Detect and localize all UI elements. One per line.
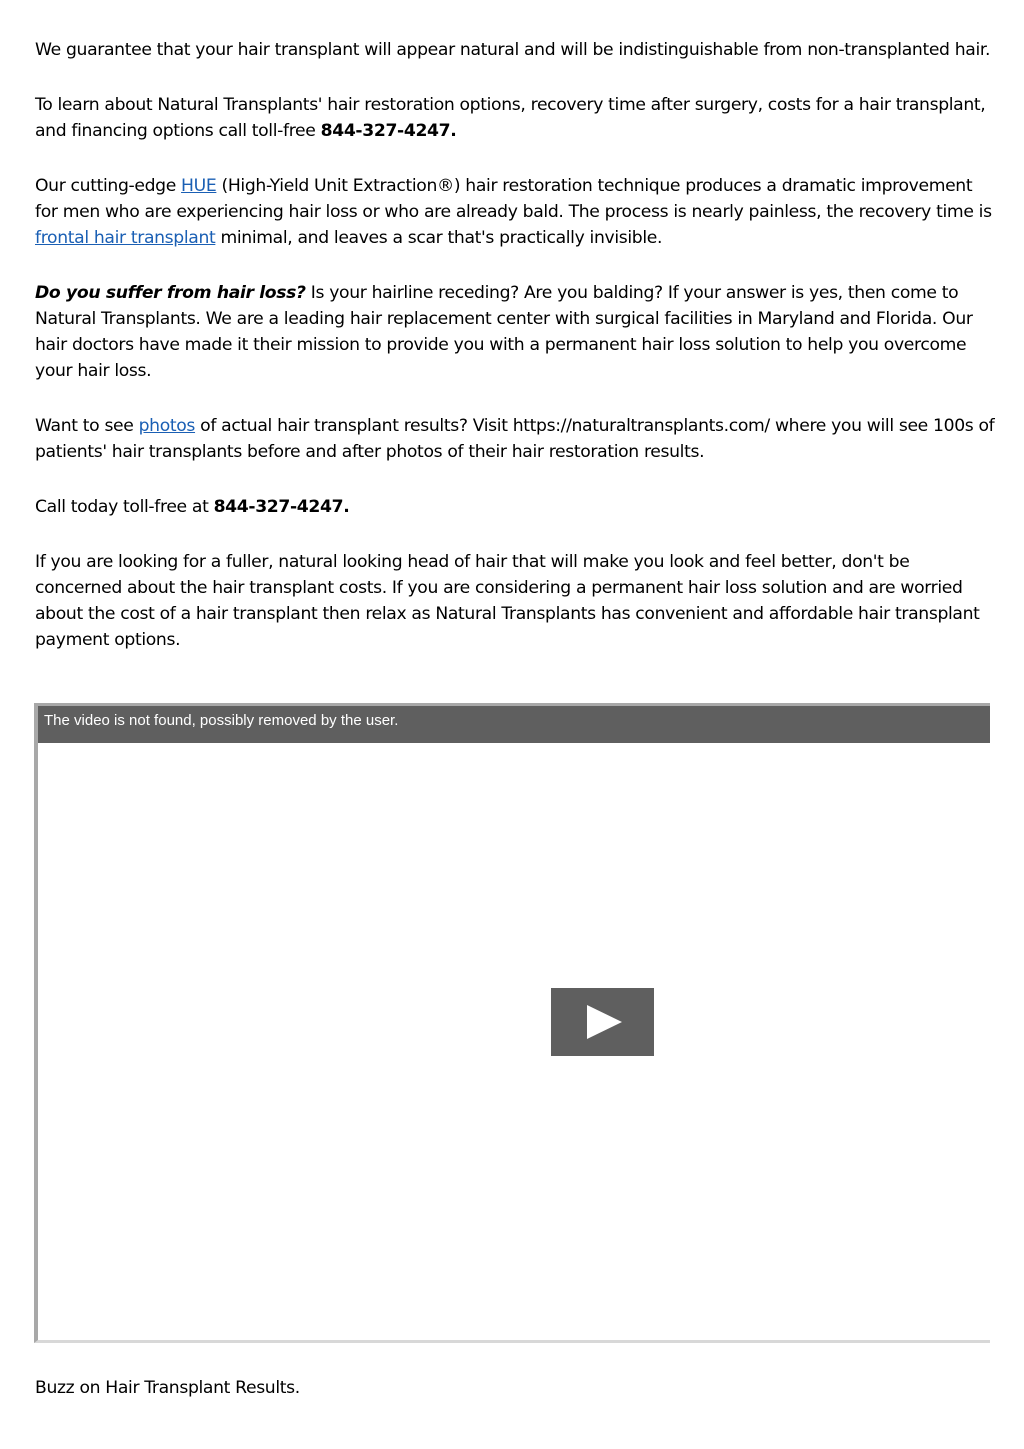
hair-loss-question: Do you suffer from hair loss? xyxy=(35,283,306,303)
paragraph-guarantee: We guarantee that your hair transplant will appear natural and will be indistinguishable from non-transplanted hair. xyxy=(35,40,991,60)
paragraph-photos-text: of actual hair transplant results? Visit https://naturaltransplants.com/ where you will see 100s of patients' hair transplants before and after photos of their hair restoration results. xyxy=(35,416,995,462)
paragraph-photos xyxy=(35,413,995,465)
video-error-message: The video is not found, possibly removed by the user. xyxy=(44,712,399,729)
paragraph-costs: If you are looking for a fuller, natural looking head of hair that will make you look and feel better, don't be concerned about the hair transplant costs. If you are considering a permanent hair loss solution and are worried about the cost of a hair transplant then relax as Natural Transplants has convenient and affordable hair transplant payment options. xyxy=(35,552,980,650)
paragraph-technique-end: minimal, and leaves a scar that's practically invisible. xyxy=(215,228,663,248)
frontal-hair-transplant-link[interactable]: frontal hair transplant xyxy=(35,228,216,248)
article-body xyxy=(35,37,995,653)
footer-text: Buzz on Hair Transplant Results. xyxy=(35,1378,300,1398)
paragraph-photos-intro: Want to see xyxy=(35,416,139,436)
video-player[interactable] xyxy=(34,703,990,1343)
paragraph-technique-intro: Our cutting-edge xyxy=(35,176,182,196)
play-button[interactable] xyxy=(551,988,654,1056)
paragraph-learn-more xyxy=(35,92,995,144)
paragraph-technique-body: (High-Yield Unit Extraction®) hair restoration technique produces a dramatic improvement for men who are experiencing hair loss or who are already bald. The process is nearly painless, the recovery time is xyxy=(35,176,992,222)
phone-number-2: 844-327-4247. xyxy=(213,497,350,517)
hue-link[interactable]: HUE xyxy=(181,176,217,196)
photos-link[interactable]: photos xyxy=(138,416,196,436)
play-icon xyxy=(551,988,654,1056)
paragraph-call-today xyxy=(35,494,995,520)
paragraph-learn-more-text: To learn about Natural Transplants' hair restoration options, recovery time after surgery, costs for a hair transplant, and financing options call toll-free xyxy=(35,95,986,141)
paragraph-hair-loss-text: Is your hairline receding? Are you balding? If your answer is yes, then come to Natural Transplants. We are a leading hair replacement center with surgical facilities in Maryland and Florida. Our hair doctors have made it their mission to provide you with a permanent hair loss solution to help you overcome your hair loss. xyxy=(35,283,973,381)
call-today-text: Call today toll-free at xyxy=(35,497,214,517)
video-error-bar xyxy=(38,706,990,743)
phone-number: 844-327-4247. xyxy=(320,121,457,141)
paragraph-hair-loss xyxy=(35,280,995,384)
paragraph-technique xyxy=(35,173,995,251)
